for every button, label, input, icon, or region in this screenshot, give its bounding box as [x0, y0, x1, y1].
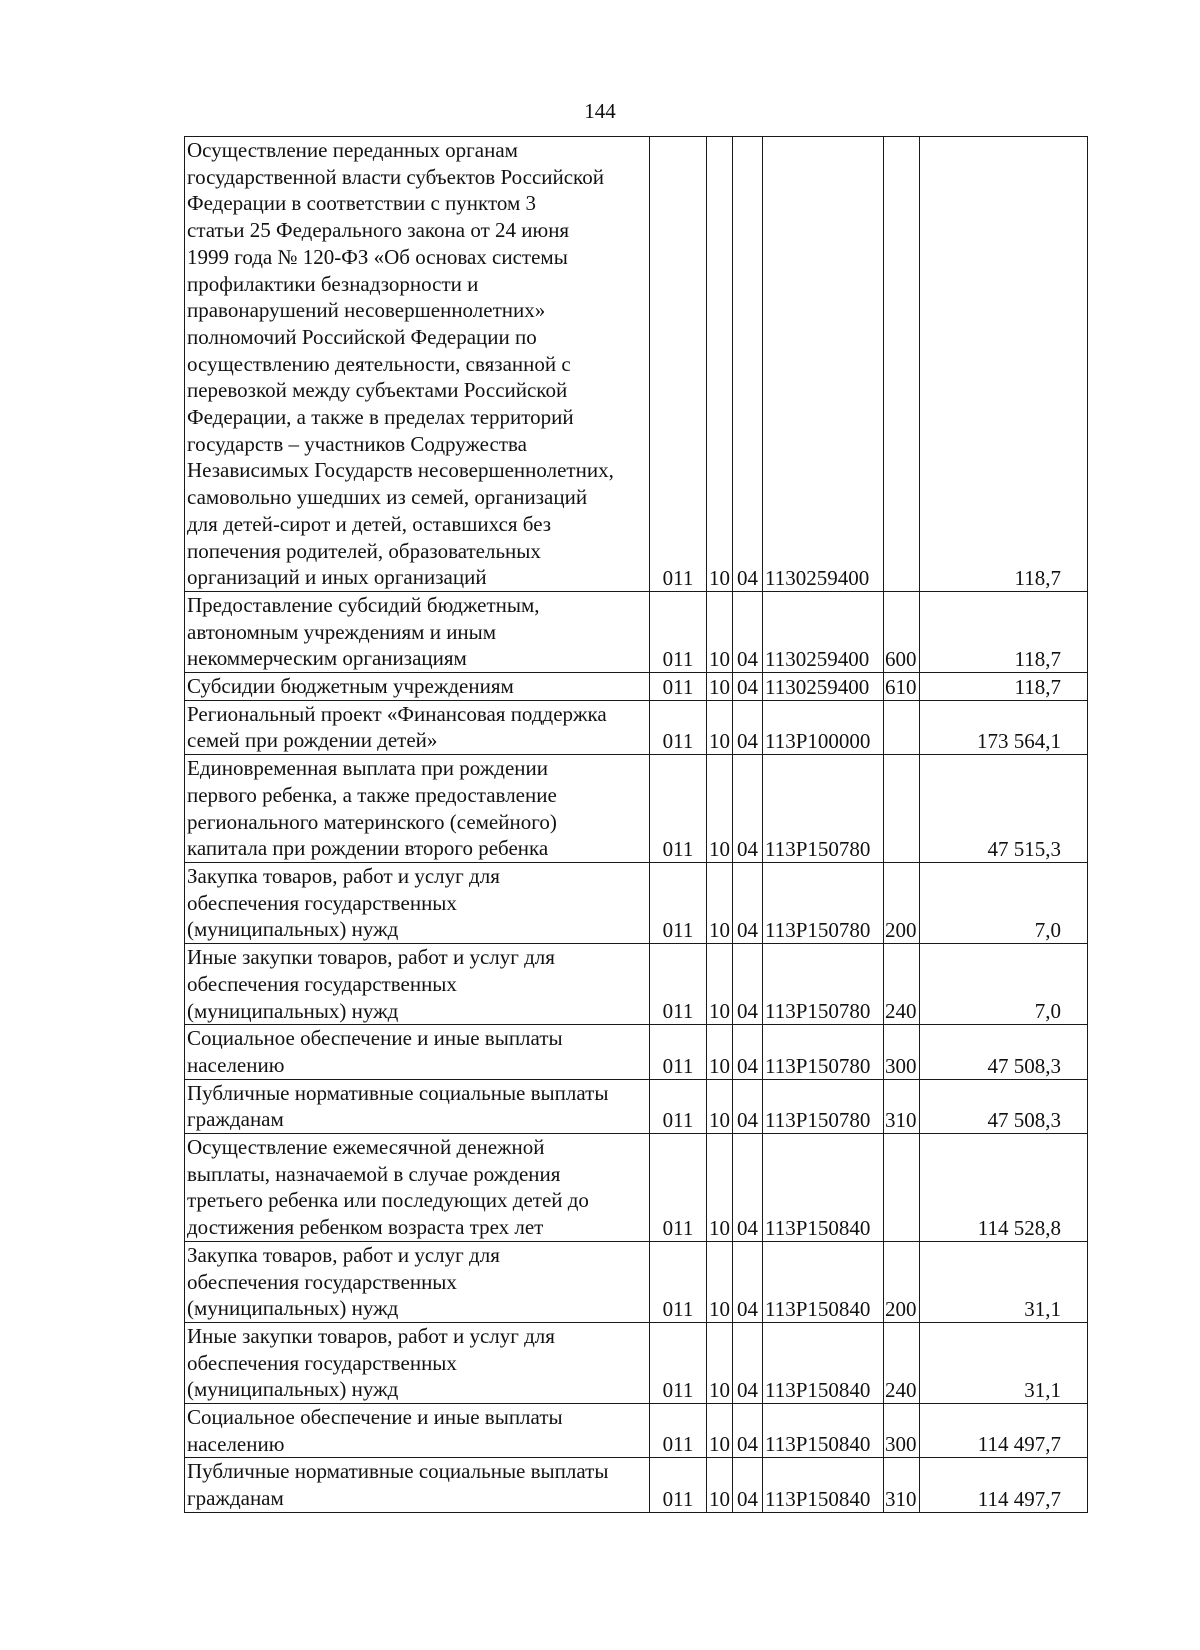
row-section-code: 10 — [707, 1404, 733, 1458]
row-expense-type-code: 300 — [884, 1025, 920, 1079]
row-name-line: Закупка товаров, работ и услуг для — [187, 1242, 500, 1267]
row-name-line: Закупка товаров, работ и услуг для — [187, 863, 500, 888]
row-admin-code: 011 — [650, 1134, 707, 1242]
row-name-line: (муниципальных) нужд — [187, 917, 399, 942]
row-name-line: полномочий Российской Федерации по — [187, 324, 537, 349]
row-subsection-code: 04 — [733, 1458, 763, 1512]
row-name-cell — [185, 1079, 650, 1133]
row-admin-code: 011 — [650, 944, 707, 1025]
row-section-code: 10 — [707, 591, 733, 672]
row-admin-code: 011 — [650, 137, 707, 592]
row-expense-type-code — [884, 137, 920, 592]
row-target-code: 1130259400 — [763, 673, 884, 701]
row-name-line: (муниципальных) нужд — [187, 1296, 399, 1321]
table-row — [185, 944, 1088, 1025]
table-row — [185, 1322, 1088, 1403]
row-section-code: 10 — [707, 137, 733, 592]
row-name-line: перевозкой между субъектами Российской — [187, 378, 568, 403]
table-row — [185, 1079, 1088, 1133]
row-target-code: 1130259400 — [763, 137, 884, 592]
row-amount: 7,0 — [920, 862, 1088, 943]
row-subsection-code: 04 — [733, 1322, 763, 1403]
row-amount: 47 515,3 — [920, 755, 1088, 863]
row-subsection-code: 04 — [733, 1079, 763, 1133]
row-admin-code: 011 — [650, 1025, 707, 1079]
row-name-cell — [185, 1025, 650, 1079]
table-row — [185, 1404, 1088, 1458]
page-number: 144 — [584, 99, 616, 123]
row-section-code: 10 — [707, 1134, 733, 1242]
row-section-code: 10 — [707, 700, 733, 754]
row-target-code: 1130259400 — [763, 591, 884, 672]
row-admin-code: 011 — [650, 755, 707, 863]
row-expense-type-code: 200 — [884, 1241, 920, 1322]
row-subsection-code: 04 — [733, 1404, 763, 1458]
row-name-line: 1999 года № 120-ФЗ «Об основах системы — [187, 244, 568, 269]
row-target-code: 113P150780 — [763, 1025, 884, 1079]
row-name-line: капитала при рождении второго ребенка — [187, 836, 549, 861]
row-amount: 173 564,1 — [920, 700, 1088, 754]
row-expense-type-code — [884, 1134, 920, 1242]
row-name-cell — [185, 137, 650, 592]
row-section-code: 10 — [707, 673, 733, 701]
row-section-code: 10 — [707, 1025, 733, 1079]
row-name-line: осуществлению деятельности, связанной с — [187, 351, 571, 376]
row-subsection-code: 04 — [733, 700, 763, 754]
row-name-line: для детей-сирот и детей, оставшихся без — [187, 511, 552, 536]
row-target-code: 113P150840 — [763, 1134, 884, 1242]
row-target-code: 113P150780 — [763, 944, 884, 1025]
row-name-line: Федерации в соответствии с пунктом 3 — [187, 191, 537, 216]
row-expense-type-code: 310 — [884, 1079, 920, 1133]
row-target-code: 113P100000 — [763, 700, 884, 754]
row-admin-code: 011 — [650, 1322, 707, 1403]
row-name-line: выплаты, назначаемой в случае рождения — [187, 1161, 561, 1186]
row-amount: 118,7 — [920, 137, 1088, 592]
row-name-line: Региональный проект «Финансовая поддержка — [187, 701, 607, 726]
row-name-line: автономным учреждениям и иным — [187, 619, 497, 644]
row-section-code: 10 — [707, 862, 733, 943]
row-target-code: 113P150780 — [763, 755, 884, 863]
row-name-cell — [185, 591, 650, 672]
row-amount: 7,0 — [920, 944, 1088, 1025]
row-section-code: 10 — [707, 1458, 733, 1512]
row-name-line: гражданам — [187, 1486, 284, 1511]
row-name-line: населению — [187, 1431, 285, 1456]
row-subsection-code: 04 — [733, 1134, 763, 1242]
row-amount: 31,1 — [920, 1322, 1088, 1403]
row-expense-type-code: 600 — [884, 591, 920, 672]
row-target-code: 113P150780 — [763, 862, 884, 943]
row-admin-code: 011 — [650, 1241, 707, 1322]
row-name-line: обеспечения государственных — [187, 971, 457, 996]
row-name-line: Публичные нормативные социальные выплаты — [187, 1080, 609, 1105]
row-expense-type-code — [884, 700, 920, 754]
row-name-line: обеспечения государственных — [187, 1269, 457, 1294]
row-name-line: Федерации, а также в пределах территорий — [187, 405, 574, 430]
row-name-line: Иные закупки товаров, работ и услуг для — [187, 1323, 555, 1348]
table-row — [185, 1134, 1088, 1242]
row-name-line: (муниципальных) нужд — [187, 998, 399, 1023]
row-name-cell — [185, 1404, 650, 1458]
row-admin-code: 011 — [650, 1404, 707, 1458]
row-admin-code: 011 — [650, 1079, 707, 1133]
row-section-code: 10 — [707, 1241, 733, 1322]
row-name-line: регионального материнского (семейного) — [187, 809, 557, 834]
row-name-line: самовольно ушедших из семей, организаций — [187, 485, 588, 510]
row-name-line: государственной власти субъектов Российской — [187, 164, 604, 189]
budget-table — [184, 136, 1088, 1513]
row-name-line: Субсидии бюджетным учреждениям — [187, 674, 514, 699]
row-target-code: 113P150840 — [763, 1322, 884, 1403]
row-amount: 114 497,7 — [920, 1458, 1088, 1512]
row-name-line: обеспечения государственных — [187, 890, 457, 915]
row-name-line: Иные закупки товаров, работ и услуг для — [187, 945, 555, 970]
row-name-cell — [185, 755, 650, 863]
row-name-line: Осуществление ежемесячной денежной — [187, 1135, 545, 1160]
row-expense-type-code: 240 — [884, 1322, 920, 1403]
row-amount: 118,7 — [920, 673, 1088, 701]
row-name-line: статьи 25 Федерального закона от 24 июня — [187, 218, 570, 243]
row-name-cell — [185, 1458, 650, 1512]
table-row — [185, 137, 1088, 592]
row-target-code: 113P150840 — [763, 1241, 884, 1322]
row-name-line: семей при рождении детей» — [187, 728, 438, 753]
row-name-line: населению — [187, 1052, 285, 1077]
row-name-line: (муниципальных) нужд — [187, 1377, 399, 1402]
row-section-code: 10 — [707, 1322, 733, 1403]
row-section-code: 10 — [707, 755, 733, 863]
row-name-line: некоммерческим организациям — [187, 646, 467, 671]
row-admin-code: 011 — [650, 591, 707, 672]
row-target-code: 113P150780 — [763, 1079, 884, 1133]
row-amount: 47 508,3 — [920, 1025, 1088, 1079]
row-subsection-code: 04 — [733, 944, 763, 1025]
table-row — [185, 1458, 1088, 1512]
table-row — [185, 1025, 1088, 1079]
table-row — [185, 673, 1088, 701]
row-section-code: 10 — [707, 1079, 733, 1133]
row-name-line: Социальное обеспечение и иные выплаты — [187, 1405, 563, 1430]
row-name-line: профилактики безнадзорности и — [187, 271, 479, 296]
row-name-cell — [185, 944, 650, 1025]
row-amount: 114 528,8 — [920, 1134, 1088, 1242]
row-name-line: Осуществление переданных органам — [187, 138, 518, 162]
row-amount: 31,1 — [920, 1241, 1088, 1322]
row-name-line: Социальное обеспечение и иные выплаты — [187, 1026, 563, 1051]
row-name-line: достижения ребенком возраста трех лет — [187, 1215, 544, 1240]
row-name-line: Публичные нормативные социальные выплаты — [187, 1459, 609, 1484]
row-name-line: обеспечения государственных — [187, 1350, 457, 1375]
table-row — [185, 700, 1088, 754]
row-name-cell — [185, 673, 650, 701]
row-subsection-code: 04 — [733, 1025, 763, 1079]
row-admin-code: 011 — [650, 673, 707, 701]
row-subsection-code: 04 — [733, 591, 763, 672]
table-row — [185, 862, 1088, 943]
row-subsection-code: 04 — [733, 137, 763, 592]
table-row — [185, 591, 1088, 672]
table-body — [185, 137, 1088, 1513]
row-admin-code: 011 — [650, 700, 707, 754]
row-subsection-code: 04 — [733, 673, 763, 701]
row-name-line: государств – участников Содружества — [187, 431, 527, 456]
row-name-line: гражданам — [187, 1107, 284, 1132]
row-name-cell — [185, 700, 650, 754]
row-subsection-code: 04 — [733, 1241, 763, 1322]
row-target-code: 113P150840 — [763, 1458, 884, 1512]
row-name-cell — [185, 1134, 650, 1242]
row-subsection-code: 04 — [733, 862, 763, 943]
row-name-line: третьего ребенка или последующих детей до — [187, 1188, 589, 1213]
row-target-code: 113P150840 — [763, 1404, 884, 1458]
row-expense-type-code: 300 — [884, 1404, 920, 1458]
row-expense-type-code — [884, 755, 920, 863]
row-amount: 114 497,7 — [920, 1404, 1088, 1458]
row-admin-code: 011 — [650, 862, 707, 943]
row-expense-type-code: 200 — [884, 862, 920, 943]
row-expense-type-code: 610 — [884, 673, 920, 701]
row-name-cell — [185, 1241, 650, 1322]
row-name-line: Предоставление субсидий бюджетным, — [187, 592, 540, 617]
row-name-line: попечения родителей, образовательных — [187, 538, 541, 563]
row-amount: 118,7 — [920, 591, 1088, 672]
row-name-line: Единовременная выплата при рождении — [187, 756, 548, 781]
row-name-line: правонарушений несовершеннолетних» — [187, 298, 546, 323]
row-name-line: организаций и иных организаций — [187, 565, 487, 590]
row-section-code: 10 — [707, 944, 733, 1025]
row-subsection-code: 04 — [733, 755, 763, 863]
row-expense-type-code: 240 — [884, 944, 920, 1025]
row-admin-code: 011 — [650, 1458, 707, 1512]
table-row — [185, 1241, 1088, 1322]
row-name-line: Независимых Государств несовершеннолетних, — [187, 458, 614, 483]
row-name-cell — [185, 1322, 650, 1403]
table-row — [185, 755, 1088, 863]
row-expense-type-code: 310 — [884, 1458, 920, 1512]
row-name-line: первого ребенка, а также предоставление — [187, 782, 557, 807]
row-name-cell — [185, 862, 650, 943]
row-amount: 47 508,3 — [920, 1079, 1088, 1133]
